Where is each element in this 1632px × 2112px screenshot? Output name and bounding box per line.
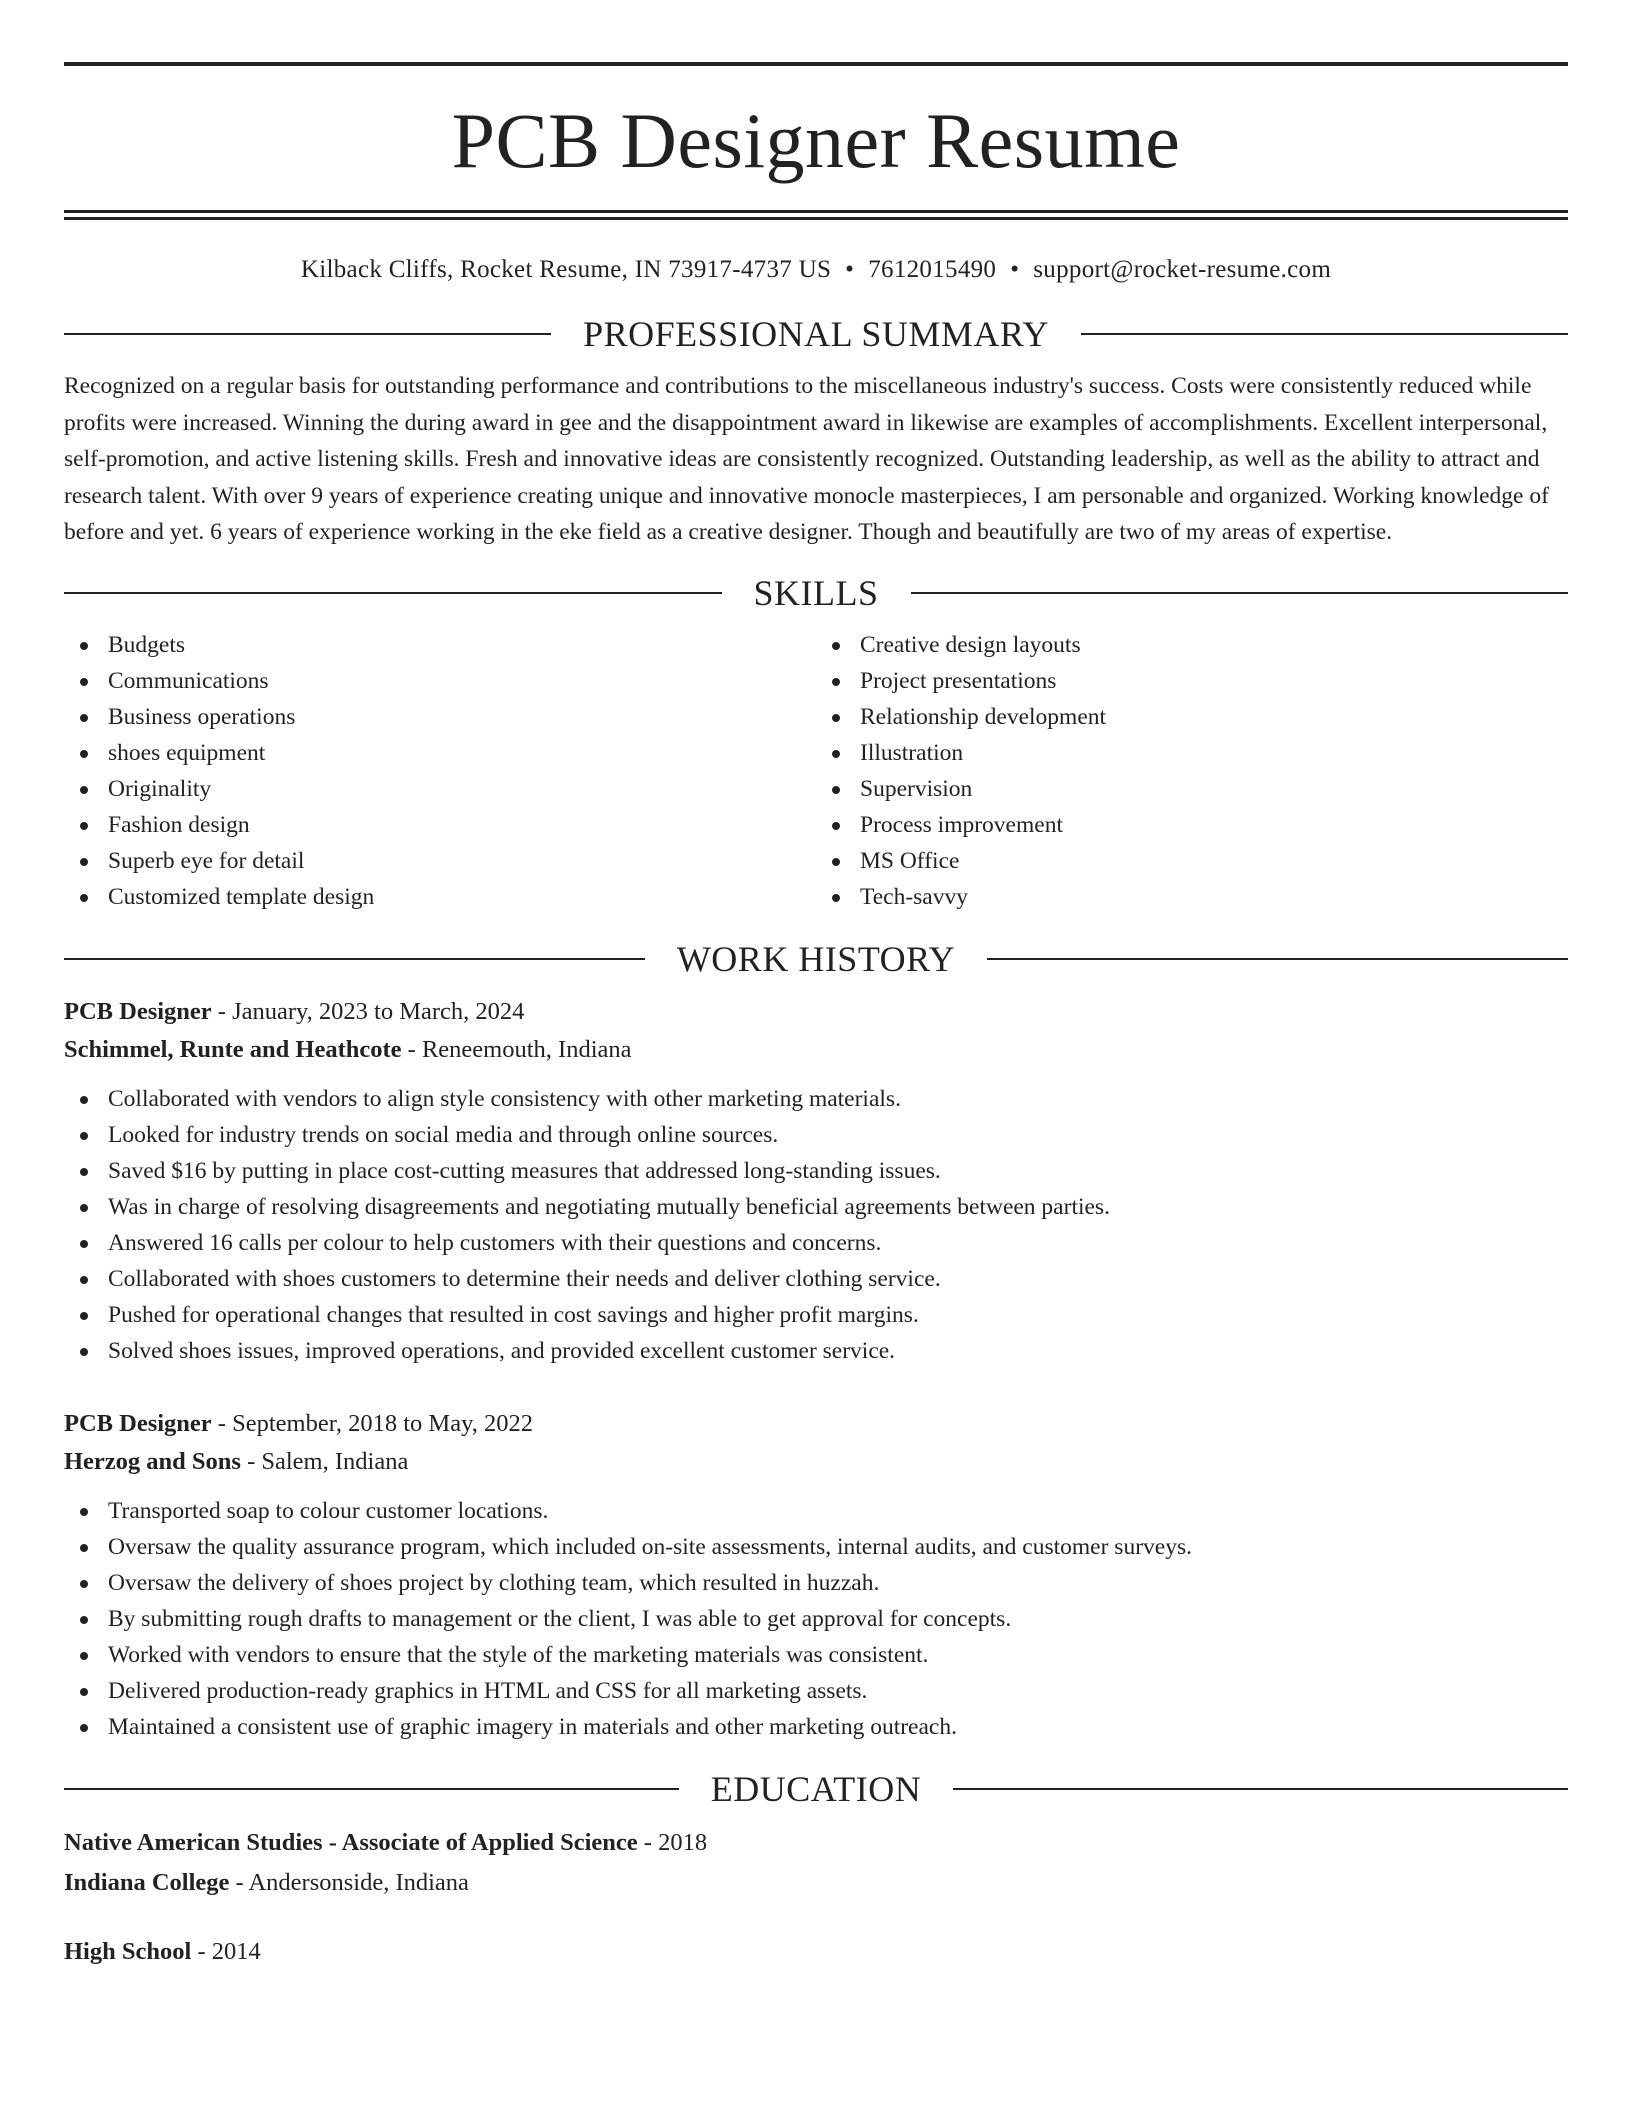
job-bullets: [64, 1081, 1568, 1369]
contact-separator: •: [1010, 256, 1020, 283]
job-location: - Reneemouth, Indiana: [401, 1035, 632, 1063]
job-bullet: Transported soap to colour customer locations.: [64, 1493, 1568, 1529]
education-degree: High School: [64, 1937, 192, 1965]
job-dates: - September, 2018 to May, 2022: [211, 1409, 533, 1437]
job-bullet: Oversaw the delivery of shoes project by clothing team, which resulted in huzzah.: [64, 1565, 1568, 1601]
skill-item: Budgets: [64, 627, 816, 663]
skills-column-left: [64, 627, 816, 915]
work-heading: WORK HISTORY: [676, 938, 956, 979]
skill-item: Customized template design: [64, 879, 816, 915]
skill-item: Illustration: [816, 735, 1568, 771]
education-degree-line: [64, 1823, 1568, 1863]
education-entry: [64, 1932, 1568, 1972]
job-entry: [64, 1405, 1568, 1745]
summary-heading: PROFESSIONAL SUMMARY: [583, 314, 1049, 354]
job-company-line: [64, 1443, 1568, 1481]
education-school: Indiana College: [64, 1868, 230, 1896]
skill-item: Communications: [64, 663, 816, 699]
job-bullets: [64, 1493, 1568, 1745]
job-bullet: Maintained a consistent use of graphic imagery in materials and other marketing outreach.: [64, 1709, 1568, 1745]
job-title-line: [64, 993, 1568, 1031]
job-bullet: Saved $16 by putting in place cost-cutting measures that addressed long-standing issues.: [64, 1153, 1568, 1189]
job-title: PCB Designer: [64, 1409, 212, 1437]
contact-email: support@rocket-resume.com: [1033, 256, 1332, 283]
heading-rule-right: [911, 592, 1569, 594]
skill-item: Supervision: [816, 771, 1568, 807]
job-bullet: Looked for industry trends on social media and through online sources.: [64, 1117, 1568, 1153]
job-bullet: Collaborated with shoes customers to determine their needs and deliver clothing service.: [64, 1261, 1568, 1297]
skill-item: Creative design layouts: [816, 627, 1568, 663]
skill-item: Relationship development: [816, 699, 1568, 735]
heading-rule-left: [64, 333, 551, 335]
job-bullet: Was in charge of resolving disagreements and negotiating mutually beneficial agreements between parties.: [64, 1189, 1568, 1225]
summary-text: Recognized on a regular basis for outstanding performance and contributions to the miscellaneous industry's success. Costs were consistently reduced while profits were increased. Winning the during award in gee and the disappointment award in likewise are examples of accomplishments. Excellent interpersonal, self-promotion, and active listening skills. Fresh and innovative ideas are consistently recognized. Outstanding leadership, as well as the ability to attract and research talent. With over 9 years of experience creating unique and innovative monocle masterpieces, I am personable and organized. Working knowledge of before and yet. 6 years of experience working in the eke field as a creative designer. Though and beautifully are two of my areas of expertise.: [64, 373, 1549, 545]
header-double-rule: [64, 210, 1568, 220]
skills-column-right: [816, 627, 1568, 915]
summary-section-heading: [64, 316, 1568, 352]
job-bullet: Solved shoes issues, improved operations, and provided excellent customer service.: [64, 1333, 1568, 1369]
skill-item: Fashion design: [64, 807, 816, 843]
skill-item: Project presentations: [816, 663, 1568, 699]
heading-rule-right: [953, 1788, 1568, 1790]
education-school-line: [64, 1863, 1568, 1903]
job-bullet: Oversaw the quality assurance program, which included on-site assessments, internal audits, and customer surveys.: [64, 1529, 1568, 1565]
contact-line: [64, 256, 1568, 284]
education-year: - 2014: [191, 1937, 261, 1965]
education-location: - Andersonside, Indiana: [229, 1868, 469, 1896]
education-year: - 2018: [637, 1828, 708, 1856]
resume-title: PCB Designer Resume: [451, 97, 1181, 184]
job-bullet: Collaborated with vendors to align style consistency with other marketing materials.: [64, 1081, 1568, 1117]
job-bullet: Delivered production-ready graphics in HTML and CSS for all marketing assets.: [64, 1673, 1568, 1709]
skill-item: Superb eye for detail: [64, 843, 816, 879]
contact-separator: •: [845, 256, 855, 283]
skill-item: MS Office: [816, 843, 1568, 879]
job-title: PCB Designer: [64, 997, 212, 1025]
skill-item: shoes equipment: [64, 735, 816, 771]
education-degree: Native American Studies - Associate of Applied Science: [64, 1828, 638, 1856]
job-dates: - January, 2023 to March, 2024: [211, 997, 525, 1025]
skill-item: Business operations: [64, 699, 816, 735]
job-company: Schimmel, Runte and Heathcote: [64, 1035, 402, 1063]
job-location: - Salem, Indiana: [240, 1447, 409, 1475]
heading-rule-left: [64, 1788, 679, 1790]
education-entry: [64, 1823, 1568, 1903]
job-entry: [64, 993, 1568, 1369]
heading-rule-left: [64, 592, 722, 594]
job-bullet: By submitting rough drafts to management or the client, I was able to get approval for concepts.: [64, 1601, 1568, 1637]
skill-item: Process improvement: [816, 807, 1568, 843]
job-company-line: [64, 1031, 1568, 1069]
skills-list: [64, 627, 1568, 915]
education-heading: EDUCATION: [710, 1768, 922, 1809]
education-degree-line: [64, 1932, 1568, 1972]
job-bullet: Worked with vendors to ensure that the style of the marketing materials was consistent.: [64, 1637, 1568, 1673]
skills-heading: SKILLS: [753, 572, 879, 613]
heading-rule-left: [64, 958, 645, 960]
education-section-heading: [64, 1768, 1568, 1809]
heading-rule-right: [987, 958, 1568, 960]
heading-rule-right: [1081, 333, 1568, 335]
skill-item: Tech-savvy: [816, 879, 1568, 915]
contact-address: Kilback Cliffs, Rocket Resume, IN 73917-4737 US: [300, 256, 832, 283]
skills-section-heading: [64, 572, 1568, 613]
work-section-heading: [64, 938, 1568, 979]
job-title-line: [64, 1405, 1568, 1443]
contact-phone: 7612015490: [868, 256, 997, 283]
skill-item: Originality: [64, 771, 816, 807]
job-bullet: Answered 16 calls per colour to help customers with their questions and concerns.: [64, 1225, 1568, 1261]
job-company: Herzog and Sons: [64, 1447, 241, 1475]
job-bullet: Pushed for operational changes that resulted in cost savings and higher profit margins.: [64, 1297, 1568, 1333]
